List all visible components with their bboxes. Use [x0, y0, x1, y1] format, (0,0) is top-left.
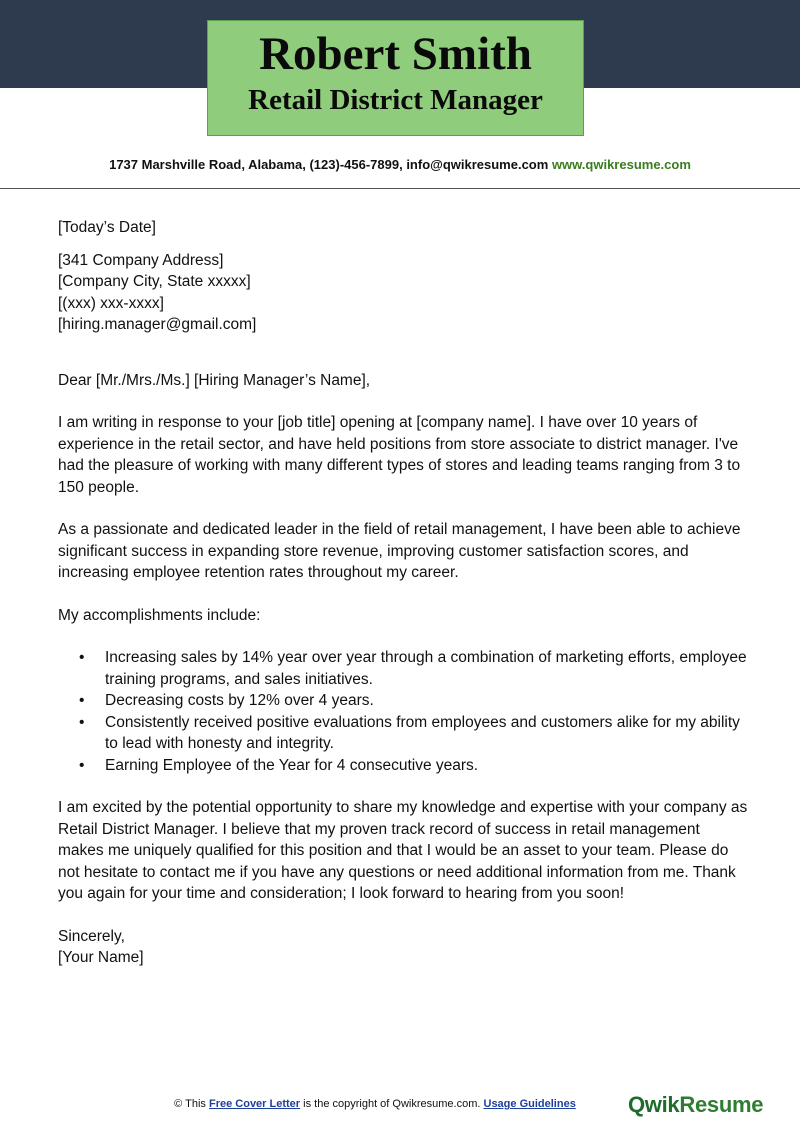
header-divider: [0, 188, 800, 189]
contact-line: [0, 157, 800, 172]
usage-guidelines-link[interactable]: Usage Guidelines: [483, 1098, 576, 1110]
bullet-icon: •: [79, 756, 85, 774]
list-item-text: Decreasing costs by 12% over 4 years.: [105, 692, 374, 709]
paragraph-closing: I am excited by the potential opportunity to share my knowledge and expertise with your company as Retail District Manager. I believe that my proven track record of success in retail management makes me uniquely qualified for this position and that I would be an asset to your team. Please do not hesitate to contact me if you have any questions or need additional information from me. Thank you again for your time and consideration; I look forward to hearing from you soon!: [58, 799, 748, 902]
bullet-icon: •: [79, 713, 85, 731]
bullet-icon: •: [79, 692, 85, 709]
accomplishments-intro: My accomplishments include:: [58, 606, 261, 624]
accomplishments-list: [58, 647, 748, 776]
letter-date: [Today’s Date]: [58, 219, 156, 236]
applicant-name: Robert Smith: [259, 28, 532, 80]
website-link[interactable]: www.qwikresume.com: [551, 157, 691, 172]
address-line: [(xxx) xxx-xxxx]: [58, 294, 164, 312]
recipient-address: [58, 250, 748, 336]
contact-details: 1737 Marshville Road, Alabama, (123)-456-7899, info@qwikresume.com: [109, 157, 549, 172]
list-item: [58, 712, 748, 755]
list-item: [58, 690, 748, 712]
footer-prefix: © This: [174, 1098, 206, 1110]
list-item: [58, 755, 748, 777]
address-line: [341 Company Address]: [58, 251, 224, 269]
list-item-text: Consistently received positive evaluations from employees and customers alike for my ability to lead with honesty and integrity.: [105, 713, 740, 752]
list-item-text: Increasing sales by 14% year over year through a combination of marketing efforts, employee training programs, and sales initiatives.: [105, 649, 747, 688]
bullet-icon: •: [79, 649, 85, 666]
free-cover-letter-link[interactable]: Free Cover Letter: [208, 1098, 301, 1110]
list-item: [58, 647, 748, 690]
signature: [Your Name]: [58, 949, 144, 966]
job-title: Retail District Manager: [248, 84, 543, 116]
address-line: [Company City, State xxxxx]: [58, 273, 251, 290]
footer-middle: is the copyright of Qwikresume.com.: [303, 1098, 481, 1110]
paragraph-leadership: As a passionate and dedicated leader in the field of retail management, I have been able to achieve significant success in expanding store revenue, improving customer satisfaction scores, and increasing employee retention rates throughout my career.: [58, 521, 741, 581]
paragraph-intro: I am writing in response to your [job title] opening at [company name]. I have over 10 years of experience in the retail sector, and have held positions from store associate to district manager. I've had the pleasure of working with many different types of stores and leading teams ranging from 3 to 150 people.: [58, 414, 741, 496]
address-line: [hiring.manager@gmail.com]: [58, 316, 257, 333]
qwikresume-logo: QwikResume: [628, 1092, 764, 1117]
letter-body: [58, 217, 748, 969]
closing-phrase: Sincerely,: [58, 927, 125, 945]
salutation: Dear [Mr./Mrs./Ms.] [Hiring Manager’s Name],: [58, 371, 371, 389]
list-item-text: Earning Employee of the Year for 4 consecutive years.: [105, 756, 479, 774]
name-banner: [207, 20, 584, 136]
